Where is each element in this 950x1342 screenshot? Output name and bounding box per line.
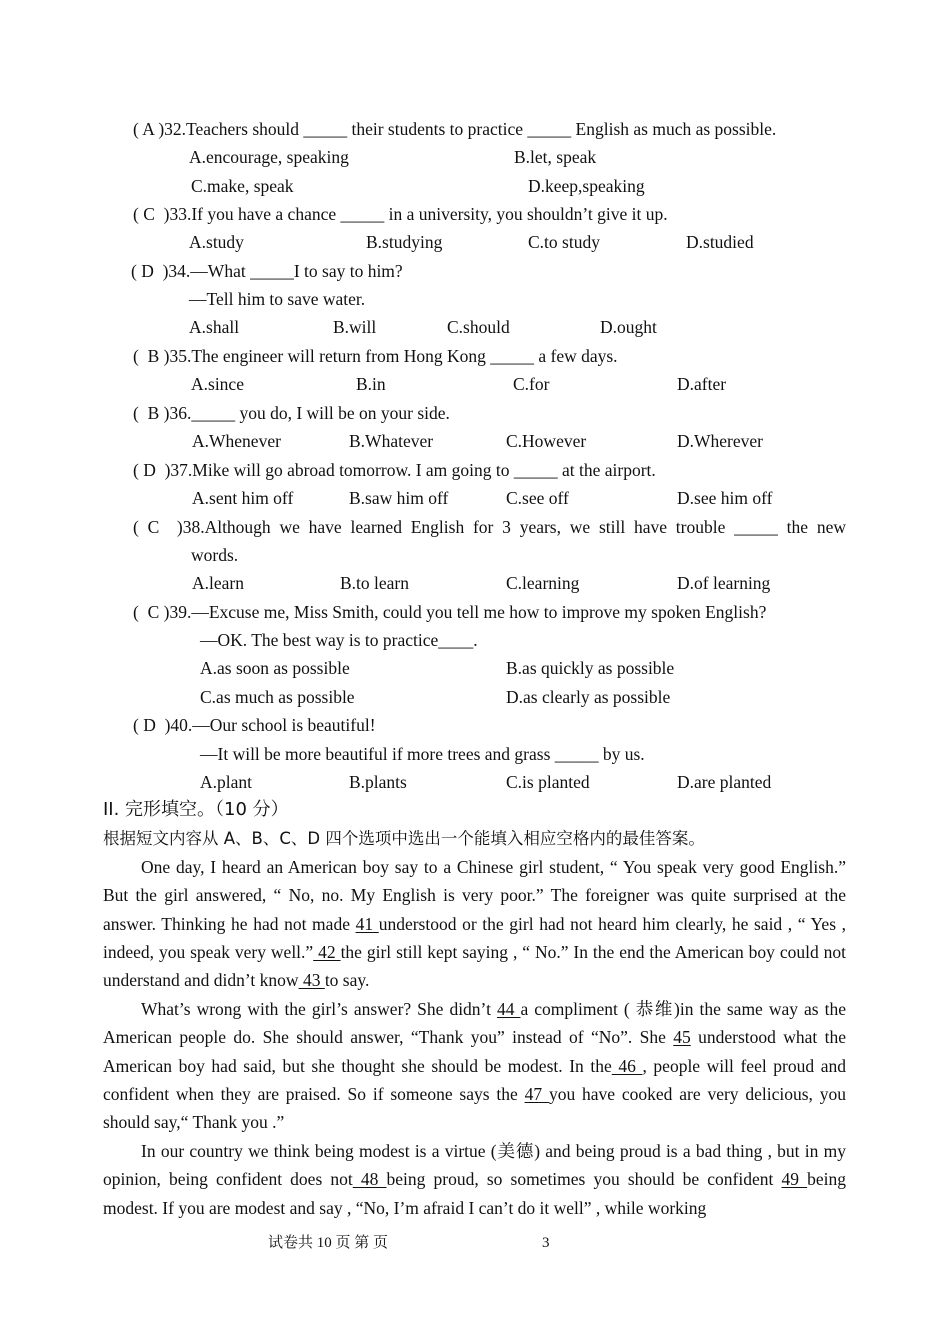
option-34-d: D.ought [600,317,657,337]
option-37-c: C.see off [506,488,569,508]
question-39: ( C )39.—Excuse me, Miss Smith, could you tell me how to improve my spoken English? [133,602,767,622]
option-33-a: A.study [189,232,244,252]
passage-text: understood what the American boy had said, but she thought she should be modest. In the [103,1027,846,1076]
page-number: 3 [542,1235,550,1251]
blank: 46 [611,1055,643,1076]
passage-paragraph-3 [103,1137,846,1222]
passage-text: What’s wrong with the girl’s answer? She didn’t [141,999,497,1019]
option-32-d: D.keep,speaking [528,176,645,196]
passage-text: a compliment ( 恭维)in the same way as the American people do. She should answer, “Thank you” instead of “No”. She [103,999,846,1048]
blank: 47 [524,1083,549,1104]
option-39-d: D.as clearly as possible [506,687,671,707]
option-40-c: C.is planted [506,772,590,792]
question-33: ( C )33.If you have a chance _____ in a university, you shouldn’t give it up. [133,204,668,224]
option-38-d: D.of learning [677,573,771,593]
footer-page-info: 试卷共 10 页 第 页 [268,1235,389,1251]
option-38-a: A.learn [192,573,244,593]
answer-35: B [147,346,160,366]
question-40: ( D )40.—Our school is beautiful! [133,715,376,735]
passage-text: being proud, so sometimes you should be confident [386,1169,782,1190]
blank: 44 [496,999,521,1019]
option-35-a: A.since [191,374,244,394]
blank: 43 [298,970,325,991]
option-36-a: A.Whenever [192,431,281,451]
option-35-b: B.in [356,374,386,394]
option-40-d: D.are planted [677,772,772,792]
passage-paragraph-2 [103,995,846,1136]
passage-text: One day, I heard an American boy say to a Chinese girl student, “ You speak very good English.” But the girl answered, “ No, no. My English is very poor.” The foreigner was quite surprised at the answer. Thinking he had not made [103,857,846,934]
answer-37: D [143,460,156,480]
option-37-d: D.see him off [677,488,773,508]
blank: 48 [352,1169,387,1190]
section-instruction: 根据短文内容从 A、B、C、D 四个选项中选出一个能填入相应空格内的最佳答案。 [103,829,705,848]
option-33-d: D.studied [686,232,754,252]
option-37-b: B.saw him off [349,488,449,508]
passage-text: understood or the girl had not heard him clearly, he said , “ Yes , indeed, you speak very well.” [103,913,846,962]
blank: 45 [673,1027,691,1048]
answer-38: C [147,517,160,537]
passage-text: , people will feel proud and confident when they are praised. So if someone says the [103,1055,846,1104]
question-34: ( D )34.—What _____I to say to him? [131,261,403,281]
answer-36: B [147,403,160,423]
passage-text: being modest. If you are modest and say , “No, I’m afraid I can’t do it well” , while working [103,1169,847,1218]
option-39-b: B.as quickly as possible [506,658,675,678]
option-34-a: A.shall [189,317,240,337]
question-38-line2: words. [191,545,239,565]
passage-text: In our country we think being modest is a virtue (美德) and being proud is a bad thing , but in my opinion, being confident does not [103,1141,846,1190]
answer-39: C [147,602,160,622]
passage-paragraph-1 [103,853,846,994]
option-40-a: A.plant [200,772,253,792]
option-36-b: B.Whatever [349,431,434,451]
question-40-line2: —It will be more beautiful if more trees and grass _____ by us. [200,744,645,764]
option-40-b: B.plants [349,772,407,792]
question-39-line2: —OK. The best way is to practice____. [200,630,478,650]
answer-34: D [141,261,154,281]
passage-text: you have cooked are very delicious, you should say,“ Thank you .” [103,1083,847,1133]
question-32: ( A )32.Teachers should _____ their students to practice _____ English as much as possible. [133,119,777,139]
blank: 42 [313,941,341,962]
question-37: ( D )37.Mike will go abroad tomorrow. I am going to _____ at the airport. [133,460,656,480]
option-32-b: B.let, speak [514,147,597,167]
option-36-d: D.Wherever [677,431,763,451]
option-33-c: C.to study [528,232,600,252]
option-39-a: A.as soon as possible [200,658,350,678]
option-32-c: C.make, speak [191,176,294,196]
option-35-d: D.after [677,374,727,394]
option-38-b: B.to learn [340,573,410,593]
answer-40: D [143,715,156,735]
blank: 49 [781,1169,808,1190]
question-35: ( B )35.The engineer will return from Hong Kong _____ a few days. [133,346,618,366]
question-34-line2: —Tell him to save water. [189,289,366,309]
option-32-a: A.encourage, speaking [189,147,349,167]
option-39-c: C.as much as possible [200,687,355,707]
section-title: II. 完形填空。（10 分） [103,799,289,820]
option-38-c: C.learning [506,573,580,593]
option-34-c: C.should [447,317,510,337]
passage-text: the girl still kept saying , “ No.” In the end the American boy could not understand and didn’t know [103,941,847,991]
option-34-b: B.will [333,317,377,337]
answer-32: A [142,119,154,139]
blank: 41 [355,913,379,934]
option-37-a: A.sent him off [192,488,294,508]
option-36-c: C.However [506,431,587,451]
question-36: ( B )36._____ you do, I will be on your side. [133,403,450,423]
answer-33: C [143,204,155,224]
question-38: ( C )38.Although we have learned English for 3 years, we still have trouble _____ the new [133,517,846,537]
option-33-b: B.studying [366,232,443,252]
passage-text: to say. [324,970,370,991]
option-35-c: C.for [513,374,550,394]
